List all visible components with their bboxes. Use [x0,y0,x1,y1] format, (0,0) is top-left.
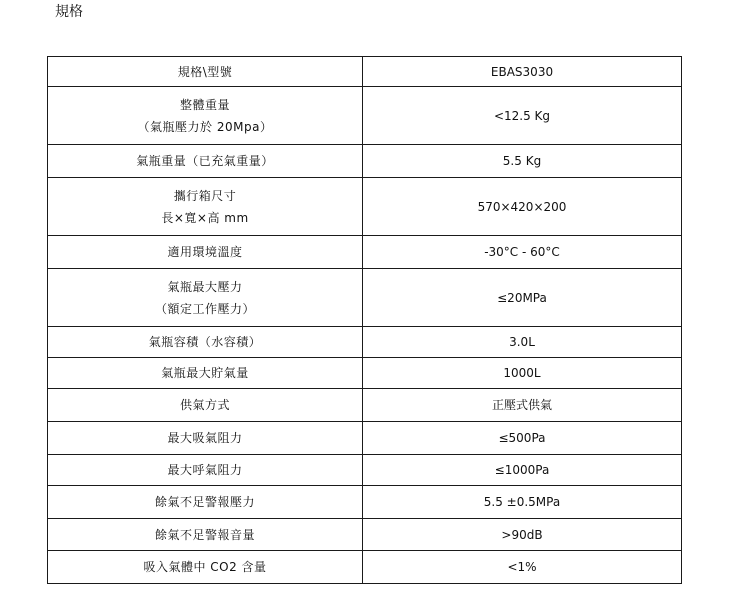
spec-label-text: （氣瓶壓力於 20Mpa） [137,119,273,134]
spec-value-cell: ≤1000Pa [363,455,682,486]
spec-row [48,551,682,584]
spec-value-cell: 5.5 ±0.5MPa [363,486,682,519]
spec-row [48,269,682,327]
spec-label-cell [48,486,363,519]
spec-label-cell [48,269,363,327]
spec-label-text: 氣瓶容積（水容積） [148,335,262,349]
spec-label-cell [48,57,363,87]
spec-value-cell: ≤500Pa [363,422,682,455]
spec-value-cell: 1000L [363,358,682,389]
spec-label-text: 氣瓶最大壓力 [167,279,243,294]
spec-row [48,327,682,358]
spec-value-cell: <12.5 Kg [363,87,682,145]
spec-row [48,389,682,422]
spec-label-text: 規格\型號 [177,64,233,79]
spec-value-cell: >90dB [363,519,682,551]
spec-label-text: 最大吸氣阻力 [167,431,243,445]
spec-row [48,236,682,269]
spec-label-text: 適用環境溫度 [167,245,243,259]
spec-row [48,145,682,178]
spec-row [48,486,682,519]
spec-label-text: 供氣方式 [179,398,230,412]
spec-label-text: （額定工作壓力） [154,301,255,316]
spec-label-text: 吸入氣體中 CO2 含量 [143,560,267,574]
spec-row [48,87,682,145]
spec-row [48,57,682,87]
spec-row [48,358,682,389]
spec-value-cell: 3.0L [363,327,682,358]
spec-label-cell [48,551,363,584]
spec-label-text: 長×寬×高 mm [161,210,249,225]
spec-table-body [48,57,682,584]
spec-value-cell: 正壓式供氣 [363,389,682,422]
spec-label-cell [48,236,363,269]
spec-table [47,56,682,584]
spec-value-cell: -30°C - 60°C [363,236,682,269]
spec-label-cell [48,145,363,178]
spec-label-text: 最大呼氣阻力 [167,463,243,477]
spec-label-cell [48,455,363,486]
spec-row [48,178,682,236]
spec-label-cell [48,358,363,389]
spec-label-cell [48,389,363,422]
spec-label-text: 氣瓶重量（已充氣重量） [136,154,274,168]
spec-value-cell: ≤20MPa [363,269,682,327]
spec-label-text: 氣瓶最大貯氣量 [161,366,249,380]
section-heading: 規格 [55,4,83,20]
spec-label-text: 整體重量 [179,97,230,112]
spec-label-text: 餘氣不足警報音量 [154,527,255,542]
spec-value-cell: EBAS3030 [363,57,682,87]
spec-label-cell [48,178,363,236]
spec-row [48,455,682,486]
spec-value-cell: <1% [363,551,682,584]
spec-label-text: 餘氣不足警報壓力 [154,495,255,509]
spec-label-text: 攜行箱尺寸 [173,188,237,203]
spec-label-cell [48,87,363,145]
spec-label-cell [48,519,363,551]
spec-value-cell: 5.5 Kg [363,145,682,178]
spec-row [48,422,682,455]
spec-label-cell [48,422,363,455]
spec-value-cell: 570×420×200 [363,178,682,236]
spec-row [48,519,682,551]
spec-label-cell [48,327,363,358]
